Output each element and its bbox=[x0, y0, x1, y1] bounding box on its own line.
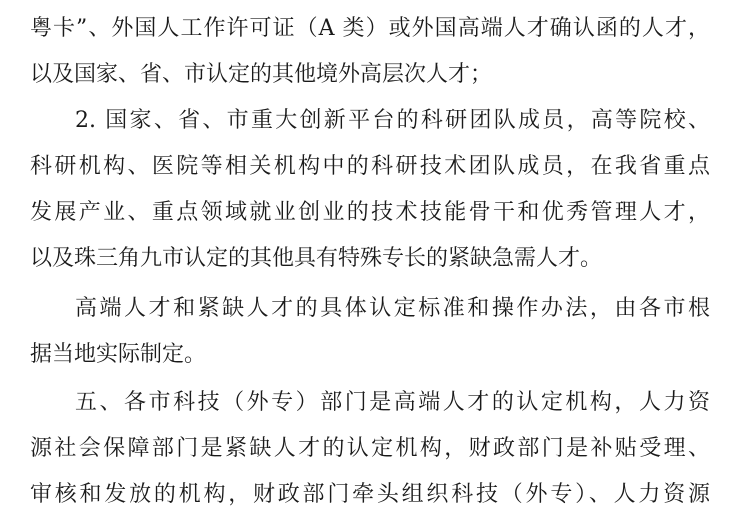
text-line-6: 以及珠三角九市认定的其他具有特殊专长的紧缺急需人才。 bbox=[30, 246, 603, 271]
text-line-8: 据当地实际制定。 bbox=[30, 342, 207, 367]
text-line-1: 粤卡”、外国人工作许可证（A 类）或外国高端人才确认函的人才， bbox=[30, 16, 710, 41]
text-line-11: 审核和发放的机构，财政部门牵头组织科技（外专）、人力资源 bbox=[30, 482, 710, 507]
text-line-10: 源社会保障部门是紧缺人才的认定机构，财政部门是补贴受理、 bbox=[30, 436, 710, 461]
text-line-5: 发展产业、重点领域就业创业的技术技能骨干和优秀管理人才， bbox=[30, 200, 710, 225]
text-line-7: 高端人才和紧缺人才的具体认定标准和操作办法，由各市根 bbox=[75, 296, 710, 321]
text-line-3: 2. 国家、省、市重大创新平台的科研团队成员，高等院校、 bbox=[75, 108, 710, 133]
text-line-9: 五、各市科技（外专）部门是高端人才的认定机构，人力资 bbox=[75, 390, 710, 415]
text-line-4: 科研机构、医院等相关机构中的科研技术团队成员，在我省重点 bbox=[30, 154, 710, 179]
text-line-2: 以及国家、省、市认定的其他境外高层次人才； bbox=[30, 62, 493, 87]
